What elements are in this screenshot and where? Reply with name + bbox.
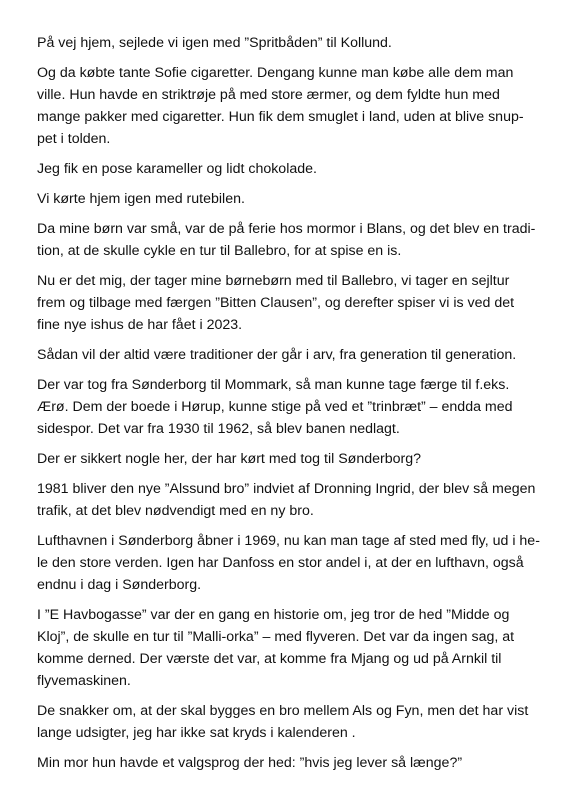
text-line: Nu er det mig, der tager mine børnebørn med til Ballebro, vi tager en sejltur: [37, 273, 510, 289]
paragraph: [37, 62, 542, 150]
paragraph: [37, 374, 542, 440]
paragraph: [37, 700, 542, 744]
text-line: På vej hjem, sejlede vi igen med ”Spritbåden” til Kollund.: [37, 35, 392, 51]
text-line: mange pakker med cigaretter. Hun fik dem smuglet i land, uden at blive snup-: [37, 109, 524, 125]
paragraph: [37, 158, 542, 180]
paragraph: [37, 270, 542, 336]
text-line: trafik, at det blev nødvendigt med en ny bro.: [37, 503, 314, 519]
text-line: Og da købte tante Sofie cigaretter. Dengang kunne man købe alle dem man: [37, 65, 514, 81]
text-line: Kloj”, de skulle en tur til ”Malli-orka” – med flyveren. Det var da ingen sag, at: [37, 629, 515, 645]
text-line: Vi kørte hjem igen med rutebilen.: [37, 191, 245, 207]
paragraph: [37, 218, 542, 262]
text-line: lange udsigter, jeg har ikke sat kryds i kalenderen .: [37, 725, 356, 741]
paragraph: [37, 344, 542, 366]
text-line: sidespor. Det var fra 1930 til 1962, så blev banen nedlagt.: [37, 421, 400, 437]
paragraph: [37, 188, 542, 210]
paragraph: [37, 478, 542, 522]
document-page: [37, 32, 542, 782]
text-line: Der var tog fra Sønderborg til Mommark, så man kunne tage færge til f.eks.: [37, 377, 510, 393]
paragraph: [37, 32, 542, 54]
text-line: 1981 bliver den nye ”Alssund bro” indviet af Dronning Ingrid, der blev så megen: [37, 481, 536, 497]
text-line: Min mor hun havde et valgsprog der hed: ”hvis jeg lever så længe?”: [37, 755, 463, 771]
text-line: tion, at de skulle cykle en tur til Ballebro, for at spise en is.: [37, 243, 402, 259]
paragraph: [37, 448, 542, 470]
text-line: flyvemaskinen.: [37, 673, 131, 689]
paragraph: [37, 752, 542, 774]
text-line: ville. Hun havde en striktrøje på med store ærmer, og dem fyldte hun med: [37, 87, 500, 103]
text-line: fine nye ishus de har fået i 2023.: [37, 317, 243, 333]
text-line: endnu i dag i Sønderborg.: [37, 577, 202, 593]
paragraph: [37, 530, 542, 596]
text-line: Jeg fik en pose karameller og lidt chokolade.: [37, 161, 317, 177]
text-line: I ”E Havbogasse” var der en gang en historie om, jeg tror de hed ”Midde og: [37, 607, 510, 623]
text-line: Da mine børn var små, var de på ferie hos mormor i Blans, og det blev en tradi-: [37, 221, 536, 237]
text-line: le den store verden. Igen har Danfoss en stor andel i, at der en lufthavn, også: [37, 555, 524, 571]
text-line: pet i tolden.: [37, 131, 111, 147]
text-line: Sådan vil der altid være traditioner der går i arv, fra generation til generation.: [37, 347, 517, 363]
text-line: De snakker om, at der skal bygges en bro mellem Als og Fyn, men det har vist: [37, 703, 529, 719]
paragraph: [37, 604, 542, 692]
text-line: Ærø. Dem der boede i Hørup, kunne stige på ved et ”trinbræt” – endda med: [37, 399, 513, 415]
text-line: Der er sikkert nogle her, der har kørt med tog til Sønderborg?: [37, 451, 422, 467]
text-line: frem og tilbage med færgen ”Bitten Clausen”, og derefter spiser vi is ved det: [37, 295, 515, 311]
text-line: komme derned. Der værste det var, at komme fra Mjang og ud på Arnkil til: [37, 651, 502, 667]
text-line: Lufthavnen i Sønderborg åbner i 1969, nu kan man tage af sted med fly, ud i he-: [37, 533, 540, 549]
